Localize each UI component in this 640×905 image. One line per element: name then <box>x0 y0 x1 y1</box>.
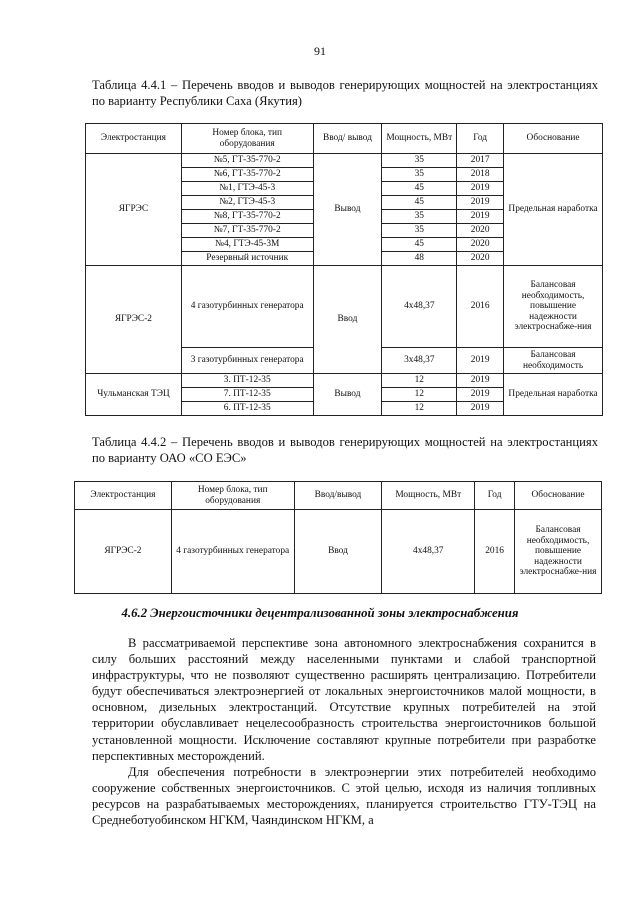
year-cell: 2020 <box>457 252 504 266</box>
header-year: Год <box>475 482 515 510</box>
power-cell: 35 <box>382 168 457 182</box>
header-action: Ввод/вывод <box>294 482 382 510</box>
reason-cell: Балансовая необходимость <box>504 348 603 374</box>
station-cell: Чульманская ТЭЦ <box>86 374 182 416</box>
header-reason: Обоснование <box>515 482 602 510</box>
section-body <box>92 635 596 828</box>
year-cell: 2016 <box>475 510 515 594</box>
header-station: Электростанция <box>75 482 172 510</box>
table1-header-row <box>86 124 603 154</box>
header-unit: Номер блока, тип оборудования <box>181 124 313 154</box>
year-cell: 2020 <box>457 238 504 252</box>
year-cell: 2016 <box>457 266 504 348</box>
header-unit: Номер блока, тип оборудования <box>171 482 294 510</box>
header-reason: Обоснование <box>504 124 603 154</box>
header-power: Мощность, МВт <box>382 124 457 154</box>
power-cell: 45 <box>382 238 457 252</box>
table1 <box>85 123 603 416</box>
unit-cell: №6, ГТ-35-770-2 <box>181 168 313 182</box>
station-cell: ЯГРЭС-2 <box>75 510 172 594</box>
header-action: Ввод/ вывод <box>313 124 382 154</box>
table-row <box>75 510 602 594</box>
unit-cell: №7, ГТ-35-770-2 <box>181 224 313 238</box>
unit-cell: №1, ГТЭ-45-3 <box>181 182 313 196</box>
unit-cell: Резервный источник <box>181 252 313 266</box>
unit-cell: №5, ГТ-35-770-2 <box>181 154 313 168</box>
unit-cell: 3 газотурбинных генератора <box>181 348 313 374</box>
reason-cell: Балансовая необходимость, повышение надежности электроснабже-ния <box>504 266 603 348</box>
unit-cell: 4 газотурбинных генератора <box>181 266 313 348</box>
table2-caption: Таблица 4.4.2 – Перечень вводов и выводов генерирующих мощностей на электростанциях по варианту ОАО «СО ЕЭС» <box>92 435 598 465</box>
power-cell: 12 <box>382 388 457 402</box>
unit-cell: 6. ПТ-12-35 <box>181 402 313 416</box>
year-cell: 2019 <box>457 182 504 196</box>
year-cell: 2017 <box>457 154 504 168</box>
header-station: Электростанция <box>86 124 182 154</box>
year-cell: 2019 <box>457 388 504 402</box>
year-cell: 2019 <box>457 210 504 224</box>
power-cell: 35 <box>382 210 457 224</box>
reason-cell: Предельная наработка <box>504 374 603 416</box>
year-cell: 2019 <box>457 196 504 210</box>
year-cell: 2020 <box>457 224 504 238</box>
table2 <box>74 481 602 594</box>
reason-cell: Предельная наработка <box>504 154 603 266</box>
year-cell: 2019 <box>457 374 504 388</box>
header-year: Год <box>457 124 504 154</box>
power-cell: 12 <box>382 402 457 416</box>
power-cell: 48 <box>382 252 457 266</box>
station-cell: ЯГРЭС-2 <box>86 266 182 374</box>
station-cell: ЯГРЭС <box>86 154 182 266</box>
table-row <box>86 374 603 388</box>
power-cell: 3х48,37 <box>382 348 457 374</box>
table2-header-row <box>75 482 602 510</box>
paragraph: Для обеспечения потребности в электроэнергии этих потребителей необходимо сооружение собственных энергоисточников. С этой целью, исходя из наличия топливных ресурсов на разрабатываемых месторождениях, планируется строительство ГТУ-ТЭЦ на Среднеботуобинском НГКМ, Чаяндинском НГКМ, а <box>92 764 596 828</box>
reason-cell: Балансовая необходимость, повышение надежности электроснабже-ния <box>515 510 602 594</box>
action-cell: Ввод <box>313 266 382 374</box>
header-power: Мощность, МВт <box>382 482 475 510</box>
unit-cell: №2, ГТЭ-45-3 <box>181 196 313 210</box>
table1-caption: Таблица 4.4.1 – Перечень вводов и выводов генерирующих мощностей на электростанциях по варианту Республики Саха (Якутия) <box>92 78 598 108</box>
unit-cell: №8, ГТ-35-770-2 <box>181 210 313 224</box>
page-number: 91 <box>314 44 326 58</box>
table-row <box>86 154 603 168</box>
year-cell: 2018 <box>457 168 504 182</box>
action-cell: Ввод <box>294 510 382 594</box>
unit-cell: 7. ПТ-12-35 <box>181 388 313 402</box>
power-cell: 45 <box>382 196 457 210</box>
power-cell: 12 <box>382 374 457 388</box>
power-cell: 35 <box>382 224 457 238</box>
unit-cell: 4 газотурбинных генератора <box>171 510 294 594</box>
paragraph: В рассматриваемой перспективе зона автономного электроснабжения сохранится в силу больших расстояний между населенными пунктами и слабой транспортной инфраструктуры, что не позволяют существенно расширять централизацию. Потребители будут обеспечиваться электроэнергией от локальных энергоисточников малой мощности, в основном, дизельных электростанций. Отсутствие крупных потребителей на этой территории обуславливает нецелесообразность строительства энергоисточников большой установленной мощности. Исключение составляют крупные потребители при разработке перспективных месторождений. <box>92 636 596 763</box>
power-cell: 4х48,37 <box>382 510 475 594</box>
power-cell: 4х48,37 <box>382 266 457 348</box>
unit-cell: №4, ГТЭ-45-3М <box>181 238 313 252</box>
unit-cell: 3. ПТ-12-35 <box>181 374 313 388</box>
power-cell: 35 <box>382 154 457 168</box>
power-cell: 45 <box>382 182 457 196</box>
table-row <box>86 266 603 348</box>
action-cell: Вывод <box>313 154 382 266</box>
action-cell: Вывод <box>313 374 382 416</box>
section-title: 4.6.2 Энергоисточники децентрализованной зоны электроснабжения <box>121 606 519 620</box>
year-cell: 2019 <box>457 402 504 416</box>
year-cell: 2019 <box>457 348 504 374</box>
